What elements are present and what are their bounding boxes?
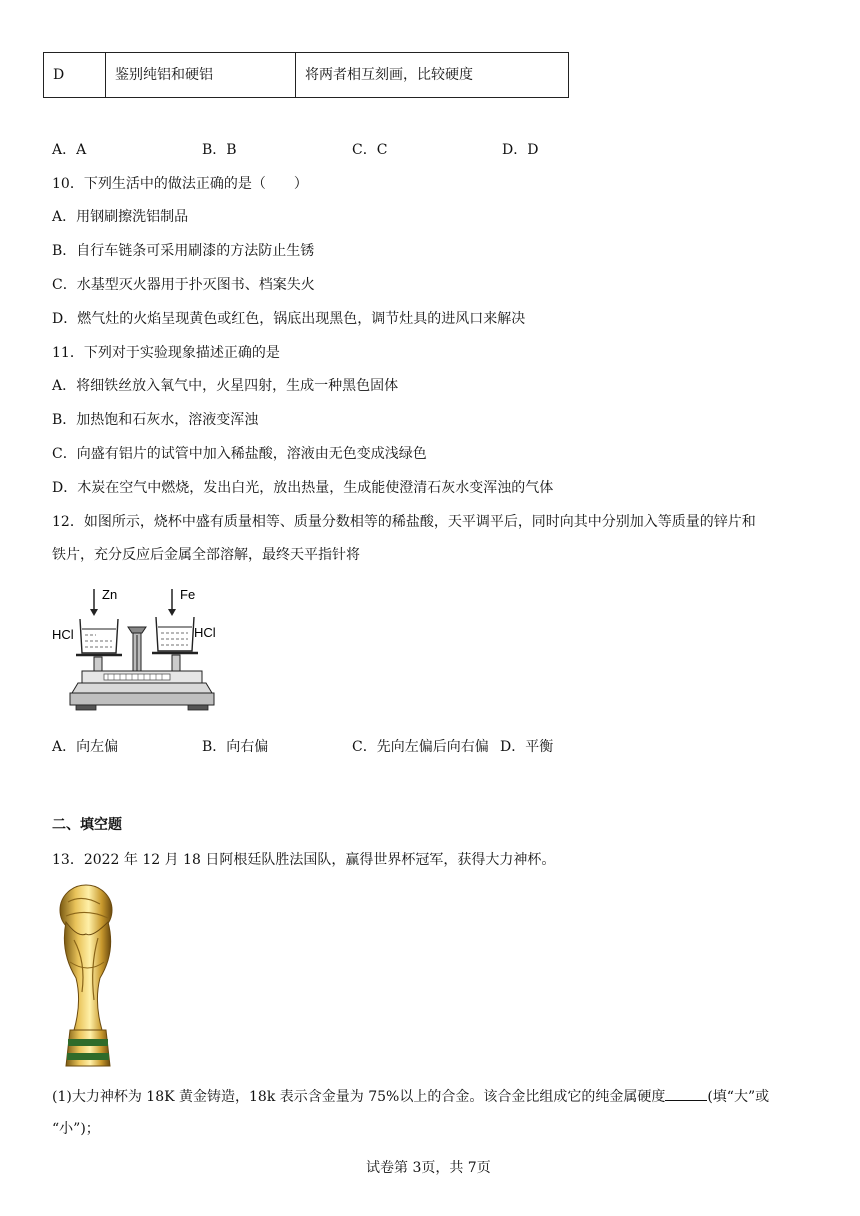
q9-option-c: C．C [352, 142, 388, 158]
zn-arrow-head [90, 609, 98, 616]
fe-label: Fe [180, 587, 196, 602]
q9-option-a: A．A [52, 142, 87, 158]
q13-sub1-tail: (填“大”或 [707, 1089, 770, 1105]
right-beaker [156, 617, 194, 651]
q9-option-b: B．B [202, 142, 237, 158]
q12-option-b: B．向右偏 [202, 739, 269, 755]
table-cell-task: 鉴别纯铝和硬铝 [106, 53, 296, 98]
page-footer: 试卷第 3页，共 7页 [366, 1160, 491, 1176]
section-heading: 二、填空题 [52, 817, 122, 833]
balance-scale-bar [82, 671, 202, 683]
q11-option-a: A．将细铁丝放入氧气中，火星四射，生成一种黑色固体 [52, 378, 399, 394]
q12-stem-line1: 12．如图所示，烧杯中盛有质量相等、质量分数相等的稀盐酸，天平调平后，同时向其中分别加入等质量的锌片和 [52, 514, 756, 530]
q13-sub1-line1 [52, 1086, 769, 1107]
balance-figure [52, 585, 232, 715]
fe-arrow-head [168, 609, 176, 616]
balance-post [128, 627, 146, 673]
q11-option-b: B．加热饱和石灰水，溶液变浑浊 [52, 412, 259, 428]
options-table [43, 52, 569, 98]
q12-stem-line2: 铁片，充分反应后金属全部溶解，最终天平指针将 [52, 547, 360, 563]
table-cell-method: 将两者相互刻画，比较硬度 [296, 53, 569, 98]
q10-option-a: A．用钢刷擦洗铝制品 [52, 209, 189, 225]
table-cell-letter: D [44, 53, 106, 98]
q12-option-c: C．先向左偏后向右偏 [352, 739, 489, 755]
zn-label: Zn [102, 587, 118, 602]
q12-option-d: D．平衡 [500, 739, 554, 755]
q9-option-d: D．D [502, 142, 539, 158]
balance-base [70, 683, 214, 710]
q13-sub1-line2: “小”)； [52, 1121, 100, 1137]
q11-option-d: D．木炭在空气中燃烧，发出白光，放出热量，生成能使澄清石灰水变浑浊的气体 [52, 480, 554, 496]
q10-stem: 10．下列生活中的做法正确的是（ ） [52, 176, 308, 192]
q11-option-c: C．向盛有铝片的试管中加入稀盐酸，溶液由无色变成浅绿色 [52, 446, 427, 462]
trophy-image [52, 882, 124, 1072]
q11-stem: 11．下列对于实验现象描述正确的是 [52, 345, 280, 361]
q12-option-a: A．向左偏 [52, 739, 119, 755]
left-beaker [80, 619, 118, 653]
q10-option-b: B．自行车链条可采用刷漆的方法防止生锈 [52, 243, 315, 259]
answer-blank[interactable] [665, 1086, 707, 1101]
q10-option-c: C．水基型灭火器用于扑灭图书、档案失火 [52, 277, 315, 293]
q10-option-d: D．燃气灶的火焰呈现黄色或红色，锅底出现黑色，调节灶具的进风口来解决 [52, 311, 526, 327]
q13-stem: 13．2022 年 12 月 18 日阿根廷队胜法国队，赢得世界杯冠军，获得大力神杯。 [52, 852, 556, 868]
hcl-left-label: HCl [52, 627, 74, 642]
hcl-right-label: HCl [194, 625, 216, 640]
table-row [44, 53, 569, 98]
q13-sub1-text: (1)大力神杯为 18K 黄金铸造，18k 表示含金量为 75%以上的合金。该合金比组成它的纯金属硬度 [52, 1089, 666, 1105]
